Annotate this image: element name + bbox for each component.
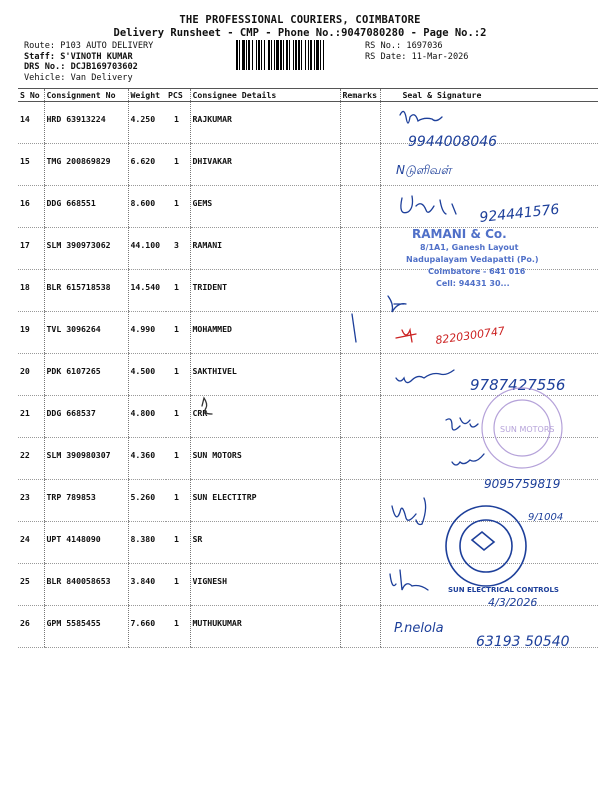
row-pcs: 1 — [166, 564, 190, 606]
row15-signature: Nடுளிவள் — [396, 163, 452, 177]
sun-motors-stamp — [482, 388, 562, 468]
row-pcs: 1 — [166, 312, 190, 354]
row-consignee: MUTHUKUMAR — [190, 606, 340, 648]
row14-phone: 9944008046 — [408, 134, 498, 150]
row-consignee: MOHAMMED — [190, 312, 340, 354]
row-consignment-no: TRP 789853 — [44, 480, 128, 522]
row-consignee: TRIDENT — [190, 270, 340, 312]
row-sno: 25 — [18, 564, 44, 606]
row-pcs: 1 — [166, 396, 190, 438]
col-consignment: Consignment No — [44, 89, 128, 102]
row-pcs: 1 — [166, 522, 190, 564]
row-consignment-no: TMG 200869829 — [44, 144, 128, 186]
ramani-stamp-line-5: Cell: 94431 30... — [436, 279, 510, 288]
row-pcs: 1 — [166, 480, 190, 522]
ramani-stamp-line-2: 8/1A1, Ganesh Layout — [420, 243, 519, 252]
row-weight: 7.660 — [128, 606, 166, 648]
signature-row24 — [392, 498, 426, 525]
col-weight: Weight — [128, 89, 166, 102]
signature-row25 — [390, 570, 428, 590]
handwritten-numbers — [394, 134, 570, 650]
row-pcs: 1 — [166, 606, 190, 648]
row-sno: 21 — [18, 396, 44, 438]
staff-line: Staff: S'VINOTH KUMAR — [24, 51, 133, 62]
row16-phone: 924441576 — [478, 201, 561, 226]
row-consignee: CRR — [190, 396, 340, 438]
row-pcs: 1 — [166, 354, 190, 396]
row-weight: 6.620 — [128, 144, 166, 186]
row-sno: 17 — [18, 228, 44, 270]
row-weight: 3.840 — [128, 564, 166, 606]
row-sno: 15 — [18, 144, 44, 186]
row-consignment-no: TVL 3096264 — [44, 312, 128, 354]
row-weight: 4.360 — [128, 438, 166, 480]
row-consignee: SR — [190, 522, 340, 564]
row-sno: 26 — [18, 606, 44, 648]
col-sno: S No — [18, 89, 44, 102]
runsheet-subtitle: Delivery Runsheet - CMP - Phone No.:9047080280 - Page No.:2 — [113, 27, 487, 39]
row20-phone: 9787427556 — [470, 376, 566, 394]
row26-name: P.nelola — [394, 621, 444, 636]
ramani-stamp-line-4: Coimbatore - 641 016 — [428, 267, 526, 276]
route-line: Route: P103 AUTO DELIVERY — [24, 41, 154, 51]
row-sno: 19 — [18, 312, 44, 354]
row-consignee: SUN MOTORS — [190, 438, 340, 480]
row-consignment-no: BLR 615718538 — [44, 270, 128, 312]
signature-row19 — [388, 296, 406, 312]
signature-row19-stroke — [352, 314, 356, 342]
row-sno: 24 — [18, 522, 44, 564]
row-consignment-no: SLM 390980307 — [44, 438, 128, 480]
row-consignment-no: GPM 5585455 — [44, 606, 128, 648]
col-consignee: Consignee Details — [190, 89, 340, 102]
row-consignment-no: SLM 390973062 — [44, 228, 128, 270]
rs-date: RS Date: 11-Mar-2026 — [365, 51, 469, 62]
row-consignment-no: DDG 668537 — [44, 396, 128, 438]
row-sno: 14 — [18, 102, 44, 144]
rs-number: RS No.: 1697036 — [365, 41, 443, 51]
signature-row23 — [452, 454, 484, 465]
row-consignment-no: UPT 4148090 — [44, 522, 128, 564]
drs-line: DRS No.: DCJB169703602 — [24, 62, 138, 72]
row-consignment-no: BLR 840058653 — [44, 564, 128, 606]
col-pcs: PCS — [166, 89, 190, 102]
sun-electrical-stamp-text: SUN ELECTRICAL CONTROLS — [448, 586, 559, 594]
signature-row20 — [396, 370, 454, 383]
row-consignee: DHIVAKAR — [190, 144, 340, 186]
row-consignee: RAMANI — [190, 228, 340, 270]
row-consignee: GEMS — [190, 186, 340, 228]
row-pcs: 1 — [166, 438, 190, 480]
company-title: THE PROFESSIONAL COURIERS, COIMBATORE — [179, 14, 421, 26]
row-sno: 20 — [18, 354, 44, 396]
row-pcs: 1 — [166, 186, 190, 228]
row-sno: 23 — [18, 480, 44, 522]
row-weight: 4.990 — [128, 312, 166, 354]
col-signature: Seal & Signature — [380, 89, 598, 102]
row-weight: 4.500 — [128, 354, 166, 396]
signature-row16 — [401, 196, 456, 214]
row-weight: 4.800 — [128, 396, 166, 438]
row25-date: 4/3/2026 — [488, 596, 538, 609]
row-pcs: 1 — [166, 144, 190, 186]
row-sno: 22 — [18, 438, 44, 480]
row-weight: 8.380 — [128, 522, 166, 564]
row-consignment-no: PDK 6107265 — [44, 354, 128, 396]
row-consignee: SUN ELECTITRP — [190, 480, 340, 522]
row19-phone: 8220300747 — [434, 324, 506, 347]
row-pcs: 1 — [166, 270, 190, 312]
row-weight: 44.100 — [128, 228, 166, 270]
row-pcs: 3 — [166, 228, 190, 270]
ramani-stamp-line-1: RAMANI & Co. — [412, 227, 507, 241]
row-weight: 14.540 — [128, 270, 166, 312]
col-remarks: Remarks — [340, 89, 380, 102]
signature-row22 — [446, 418, 478, 430]
vehicle-line: Vehicle: Van Delivery — [24, 72, 133, 83]
row-pcs: 1 — [166, 102, 190, 144]
row-sno: 16 — [18, 186, 44, 228]
row-consignee: SAKTHIVEL — [190, 354, 340, 396]
row-weight: 8.600 — [128, 186, 166, 228]
row-consignee: VIGNESH — [190, 564, 340, 606]
ramani-stamp-line-3: Nadupalayam Vedapatti (Po.) — [406, 255, 539, 264]
signature-row14 — [400, 111, 442, 123]
row-weight: 5.260 — [128, 480, 166, 522]
row24-date: 9/1004 — [528, 512, 564, 523]
row-consignee: RAJKUMAR — [190, 102, 340, 144]
signature-row19-mark — [396, 330, 416, 342]
signature-row21 — [202, 398, 212, 414]
row23-phone: 9095759819 — [484, 477, 561, 491]
ramani-stamp — [406, 227, 539, 288]
row-consignment-no: DDG 668551 — [44, 186, 128, 228]
handwriting-strokes — [202, 111, 484, 590]
row26-phone: 63193 50540 — [476, 634, 570, 650]
row-sno: 18 — [18, 270, 44, 312]
sun-motors-stamp-text: SUN MOTORS — [500, 425, 555, 434]
row-consignment-no: HRD 63913224 — [44, 102, 128, 144]
row-weight: 4.250 — [128, 102, 166, 144]
